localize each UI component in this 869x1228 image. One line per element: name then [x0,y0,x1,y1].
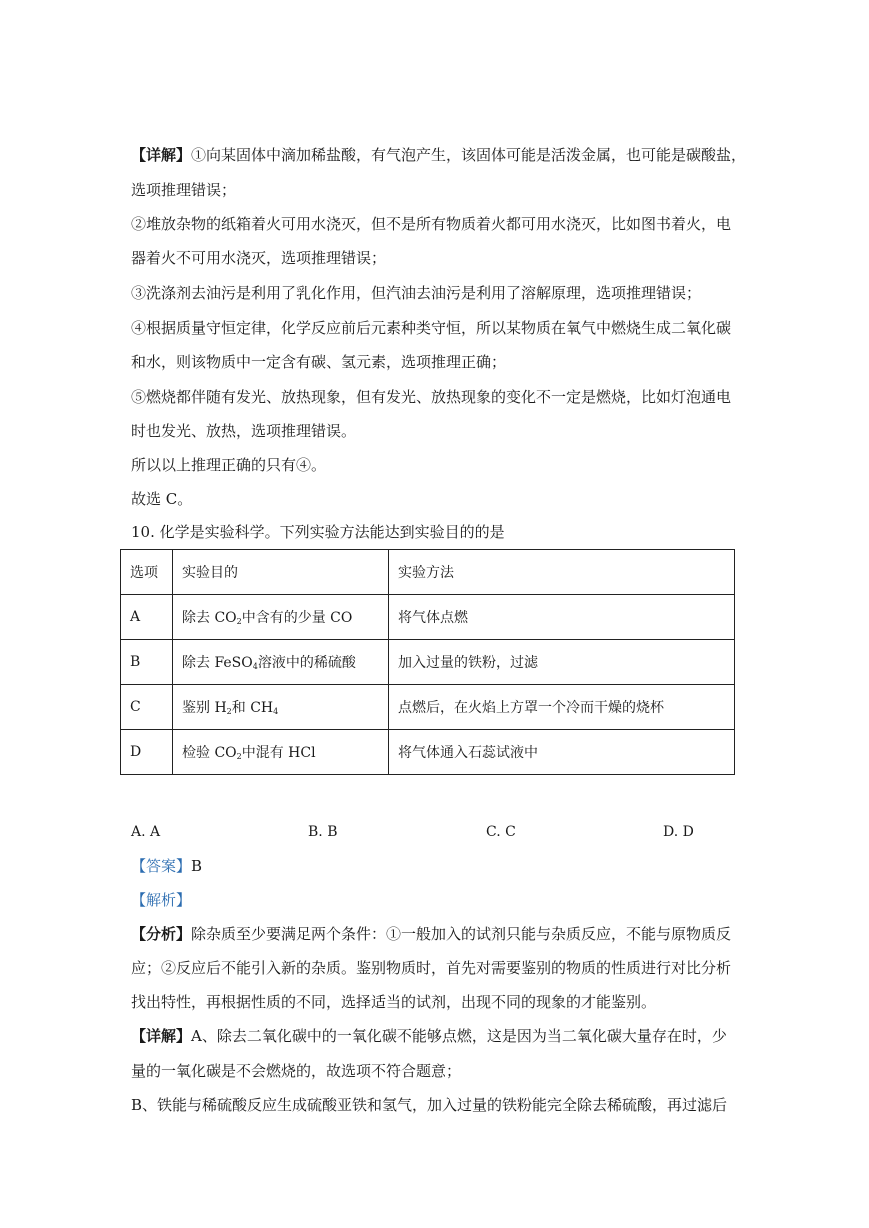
table-row [121,685,735,730]
detail-paragraph-line: 时也发光、放热，选项推理错误。 [131,422,357,440]
detail2-paragraph-line: 【详解】A、除去二氧化碳中的一氧化碳不能够点燃，这是因为当二氧化碳大量存在时，少 [131,1027,727,1045]
detail-paragraph-line: 选项推理错误； [131,181,237,199]
detail-paragraph-line: 器着火不可用水浇灭，选项推理错误； [131,249,387,267]
header-option: 选项 [121,550,173,595]
detail2-tag: 【详解】 [131,1027,192,1045]
analysis-paragraph-line: 找出特性，再根据性质的不同，选择适当的试剂，出现不同的现象的才能鉴别。 [131,993,657,1011]
table-row [121,640,735,685]
row-option: D [121,730,173,775]
table-row [121,595,735,640]
detail-paragraph-line: ④根据质量守恒定律，化学反应前后元素种类守恒，所以某物质在氧气中燃烧生成二氧化碳 [131,319,732,337]
experiment-table [120,549,735,775]
choice-c: C. C [486,824,516,840]
row-method: 加入过量的铁粉，过滤 [389,640,735,685]
detail-paragraph-line: 【详解】①向某固体中滴加稀盐酸，有气泡产生，该固体可能是活泼金属，也可能是碳酸盐， [131,146,747,164]
row-goal: 除去 $CO_2$中含有的少量 CO [173,595,389,640]
detail-paragraph-line: ②堆放杂物的纸箱着火可用水浇灭，但不是所有物质着火都可用水浇灭，比如图书着火，电 [131,215,732,233]
conclusion-line: 所以以上推理正确的只有④。 [131,456,327,474]
analysis-tag: 【分析】 [131,925,192,943]
detail2-paragraph-line: B、铁能与稀硫酸反应生成硫酸亚铁和氢气，加入过量的铁粉能完全除去稀硫酸，再过滤后 [131,1096,728,1114]
row-option: C [121,685,173,730]
analysis-heading: 【解析】 [131,891,192,909]
detail2-paragraph-line: 量的一氧化碳是不会燃烧的，故选项不符合题意； [131,1062,462,1080]
choice-d: D. D [663,824,694,840]
table-header-row [121,550,735,595]
answer-tag: 【答案】 [131,857,192,875]
analysis-paragraph-line: 【分析】除杂质至少要满足两个条件：①一般加入的试剂只能与杂质反应，不能与原物质反 [131,925,732,943]
row-goal: 除去 FeSO$_4$溶液中的稀硫酸 [173,640,389,685]
header-goal: 实验目的 [173,550,389,595]
detail-paragraph-line: ③洗涤剂去油污是利用了乳化作用，但汽油去油污是利用了溶解原理，选项推理错误； [131,284,702,302]
detail-tag: 【详解】 [131,146,192,164]
header-method: 实验方法 [389,550,735,595]
detail-paragraph-line: 和水，则该物质中一定含有碳、氢元素，选项推理正确； [131,353,507,371]
answer-line [131,856,741,876]
detail-paragraph-line: ⑤燃烧都伴随有发光、放热现象，但有发光、放热现象的变化不一定是燃烧，比如灯泡通电 [131,388,732,406]
table-row [121,730,735,775]
answer-value: B [191,857,203,875]
choice-b: B. B [308,824,338,840]
choice-line: 故选 C。 [131,490,193,508]
row-method: 点燃后，在火焰上方罩一个冷而干燥的烧杯 [389,685,735,730]
row-method: 将气体点燃 [389,595,735,640]
row-goal: 鉴别 $H_2$和 $CH_4$ [173,685,389,730]
question-stem: 10. 化学是实验科学。下列实验方法能达到实验目的的是 [131,523,505,541]
row-goal: 检验 $CO_2$中混有 HCl [173,730,389,775]
analysis-paragraph-line: 应；②反应后不能引入新的杂质。鉴别物质时，首先对需要鉴别的物质的性质进行对比分析 [131,959,732,977]
row-method: 将气体通入石蕊试液中 [389,730,735,775]
choice-a: A. A [131,824,161,840]
row-option: B [121,640,173,685]
row-option: A [121,595,173,640]
